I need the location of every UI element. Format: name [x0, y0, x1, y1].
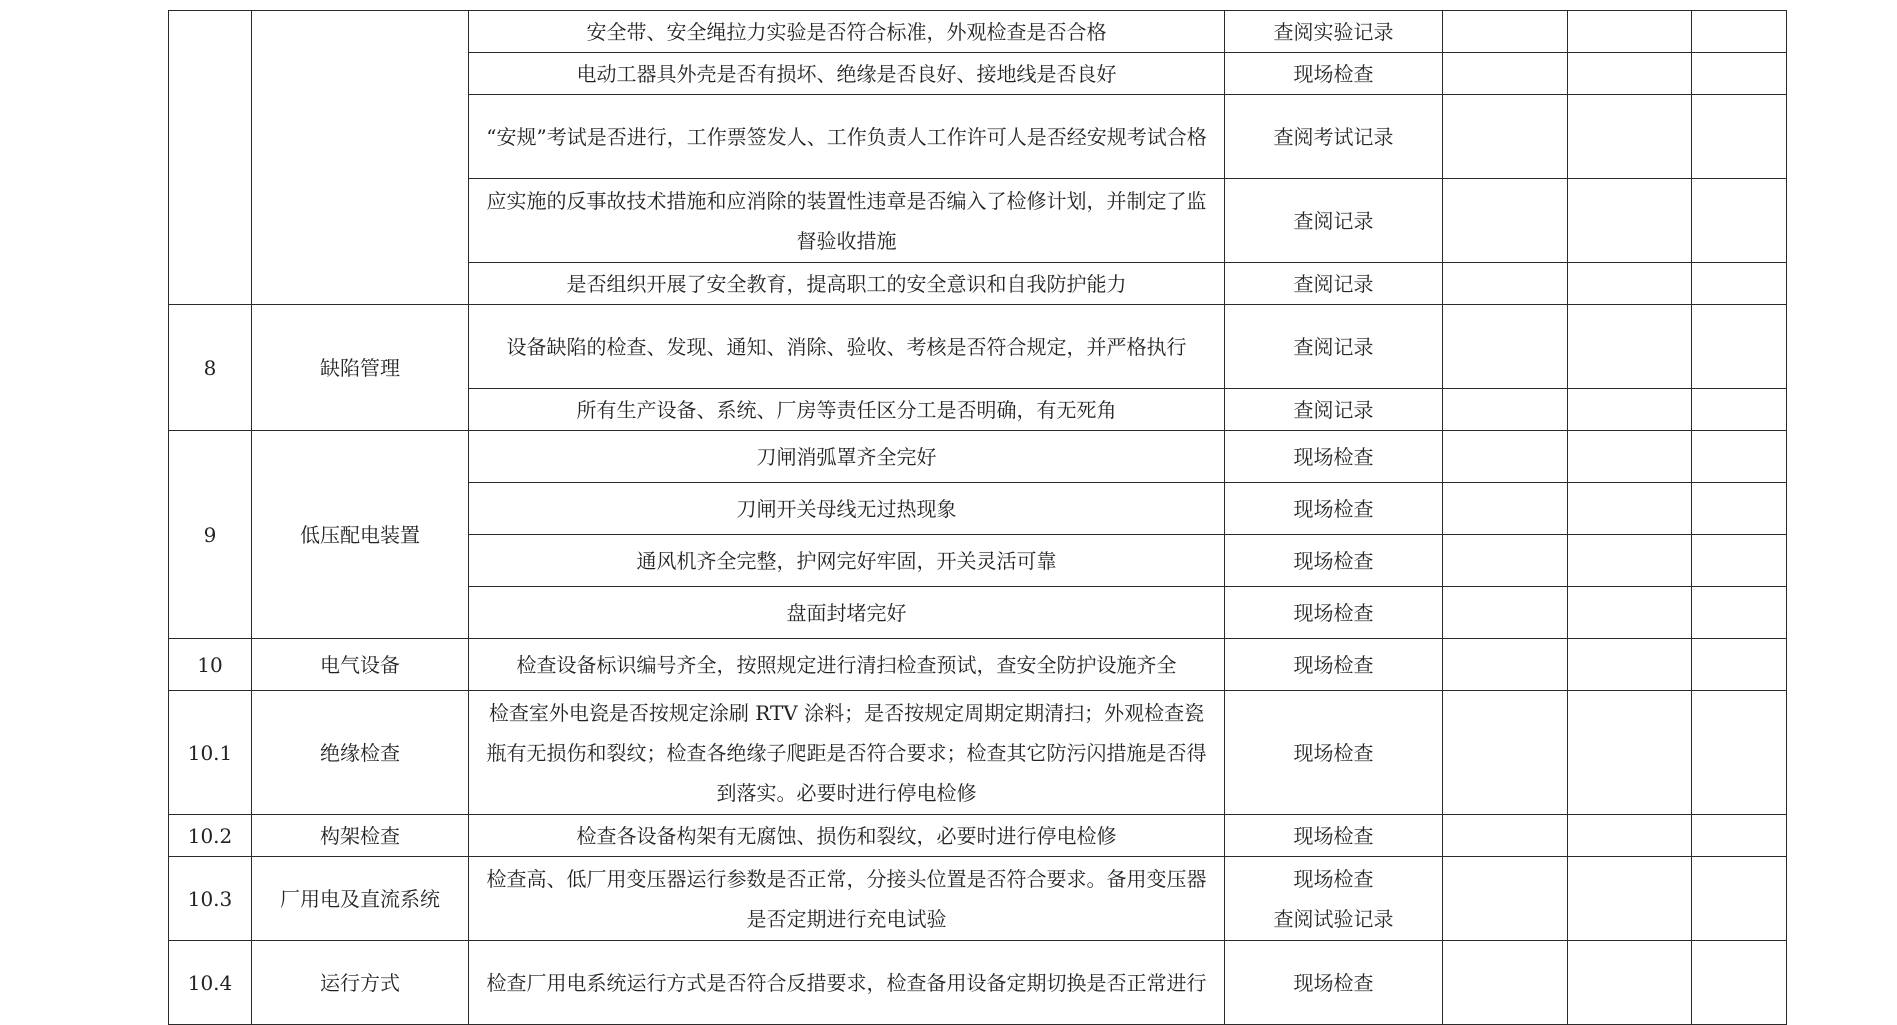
- item-category: 低压配电装置: [252, 431, 469, 639]
- score-cell[interactable]: [1568, 179, 1692, 263]
- table-row: [169, 815, 1787, 857]
- item-number: 9: [169, 431, 252, 639]
- check-content: 设备缺陷的检查、发现、通知、消除、验收、考核是否符合规定，并严格执行: [469, 305, 1225, 389]
- check-method: 现场检查: [1225, 535, 1443, 587]
- table-row: [169, 431, 1787, 483]
- remark-cell[interactable]: [1692, 535, 1787, 587]
- remark-cell[interactable]: [1692, 941, 1787, 1025]
- score-cell[interactable]: [1568, 11, 1692, 53]
- result-cell[interactable]: [1443, 815, 1568, 857]
- score-cell[interactable]: [1568, 857, 1692, 941]
- item-number: 8: [169, 305, 252, 431]
- check-content: “安规”考试是否进行，工作票签发人、工作负责人工作许可人是否经安规考试合格: [469, 95, 1225, 179]
- check-content: 检查厂用电系统运行方式是否符合反措要求，检查备用设备定期切换是否正常进行: [469, 941, 1225, 1025]
- score-cell[interactable]: [1568, 389, 1692, 431]
- result-cell[interactable]: [1443, 691, 1568, 815]
- remark-cell[interactable]: [1692, 815, 1787, 857]
- remark-cell[interactable]: [1692, 263, 1787, 305]
- table-row: [169, 857, 1787, 941]
- remark-cell[interactable]: [1692, 587, 1787, 639]
- table-row: [169, 305, 1787, 389]
- score-cell[interactable]: [1568, 263, 1692, 305]
- check-content: 电动工器具外壳是否有损坏、绝缘是否良好、接地线是否良好: [469, 53, 1225, 95]
- check-method: 现场检查: [1225, 483, 1443, 535]
- score-cell[interactable]: [1568, 941, 1692, 1025]
- result-cell[interactable]: [1443, 857, 1568, 941]
- check-content: 通风机齐全完整，护网完好牢固，开关灵活可靠: [469, 535, 1225, 587]
- item-category: 运行方式: [252, 941, 469, 1025]
- remark-cell[interactable]: [1692, 691, 1787, 815]
- item-number: 10.4: [169, 941, 252, 1025]
- result-cell[interactable]: [1443, 389, 1568, 431]
- item-number: 10.3: [169, 857, 252, 941]
- check-method: 查阅记录: [1225, 179, 1443, 263]
- check-method: 查阅记录: [1225, 263, 1443, 305]
- remark-cell[interactable]: [1692, 389, 1787, 431]
- check-content: 所有生产设备、系统、厂房等责任区分工是否明确，有无死角: [469, 389, 1225, 431]
- check-method: [1225, 857, 1443, 941]
- score-cell[interactable]: [1568, 431, 1692, 483]
- result-cell[interactable]: [1443, 431, 1568, 483]
- item-category: 绝缘检查: [252, 691, 469, 815]
- remark-cell[interactable]: [1692, 431, 1787, 483]
- result-cell[interactable]: [1443, 305, 1568, 389]
- inspection-table: [168, 10, 1787, 1025]
- remark-cell[interactable]: [1692, 179, 1787, 263]
- check-method: 查阅考试记录: [1225, 95, 1443, 179]
- check-content: 检查室外电瓷是否按规定涂刷 RTV 涂料；是否按规定周期定期清扫；外观检查瓷瓶有无损伤和裂纹；检查各绝缘子爬距是否符合要求；检查其它防污闪措施是否得到落实。必要时进行停电检修: [469, 691, 1225, 815]
- remark-cell[interactable]: [1692, 639, 1787, 691]
- table-row: [169, 11, 1787, 53]
- score-cell[interactable]: [1568, 305, 1692, 389]
- check-content: 检查设备标识编号齐全，按照规定进行清扫检查预试，查安全防护设施齐全: [469, 639, 1225, 691]
- item-number: [169, 11, 252, 305]
- score-cell[interactable]: [1568, 691, 1692, 815]
- check-method: 现场检查: [1225, 941, 1443, 1025]
- score-cell[interactable]: [1568, 587, 1692, 639]
- item-category: 厂用电及直流系统: [252, 857, 469, 941]
- score-cell[interactable]: [1568, 535, 1692, 587]
- check-method: 现场检查: [1225, 815, 1443, 857]
- check-method: 现场检查: [1225, 691, 1443, 815]
- check-content: 盘面封堵完好: [469, 587, 1225, 639]
- check-method: 现场检查: [1225, 587, 1443, 639]
- check-content: 刀闸开关母线无过热现象: [469, 483, 1225, 535]
- result-cell[interactable]: [1443, 535, 1568, 587]
- check-method: 查阅记录: [1225, 305, 1443, 389]
- remark-cell[interactable]: [1692, 483, 1787, 535]
- result-cell[interactable]: [1443, 483, 1568, 535]
- inspection-checklist: [168, 10, 1786, 1025]
- result-cell[interactable]: [1443, 179, 1568, 263]
- check-content: 应实施的反事故技术措施和应消除的装置性违章是否编入了检修计划，并制定了监督验收措施: [469, 179, 1225, 263]
- check-method-primary: 现场检查: [1293, 866, 1374, 891]
- remark-cell[interactable]: [1692, 53, 1787, 95]
- table-row: [169, 639, 1787, 691]
- item-category: 缺陷管理: [252, 305, 469, 431]
- result-cell[interactable]: [1443, 639, 1568, 691]
- score-cell[interactable]: [1568, 95, 1692, 179]
- remark-cell[interactable]: [1692, 11, 1787, 53]
- check-method: 查阅实验记录: [1225, 11, 1443, 53]
- check-method: 现场检查: [1225, 431, 1443, 483]
- check-content: 是否组织开展了安全教育，提高职工的安全意识和自我防护能力: [469, 263, 1225, 305]
- remark-cell[interactable]: [1692, 95, 1787, 179]
- check-method-secondary: 查阅试验记录: [1273, 906, 1394, 931]
- result-cell[interactable]: [1443, 941, 1568, 1025]
- score-cell[interactable]: [1568, 483, 1692, 535]
- score-cell[interactable]: [1568, 815, 1692, 857]
- item-number: 10: [169, 639, 252, 691]
- check-content: 检查高、低厂用变压器运行参数是否正常，分接头位置是否符合要求。备用变压器是否定期进行充电试验: [469, 857, 1225, 941]
- check-method: 查阅记录: [1225, 389, 1443, 431]
- score-cell[interactable]: [1568, 639, 1692, 691]
- item-category: 电气设备: [252, 639, 469, 691]
- result-cell[interactable]: [1443, 11, 1568, 53]
- table-row: [169, 941, 1787, 1025]
- item-category: 构架检查: [252, 815, 469, 857]
- check-method: 现场检查: [1225, 53, 1443, 95]
- result-cell[interactable]: [1443, 263, 1568, 305]
- check-content: 检查各设备构架有无腐蚀、损伤和裂纹，必要时进行停电检修: [469, 815, 1225, 857]
- result-cell[interactable]: [1443, 53, 1568, 95]
- check-method: 现场检查: [1225, 639, 1443, 691]
- result-cell[interactable]: [1443, 95, 1568, 179]
- check-content: 安全带、安全绳拉力实验是否符合标准，外观检查是否合格: [469, 11, 1225, 53]
- score-cell[interactable]: [1568, 53, 1692, 95]
- item-category: [252, 11, 469, 305]
- remark-cell[interactable]: [1692, 305, 1787, 389]
- result-cell[interactable]: [1443, 587, 1568, 639]
- item-number: 10.2: [169, 815, 252, 857]
- remark-cell[interactable]: [1692, 857, 1787, 941]
- table-row: [169, 691, 1787, 815]
- item-number: 10.1: [169, 691, 252, 815]
- check-content: 刀闸消弧罩齐全完好: [469, 431, 1225, 483]
